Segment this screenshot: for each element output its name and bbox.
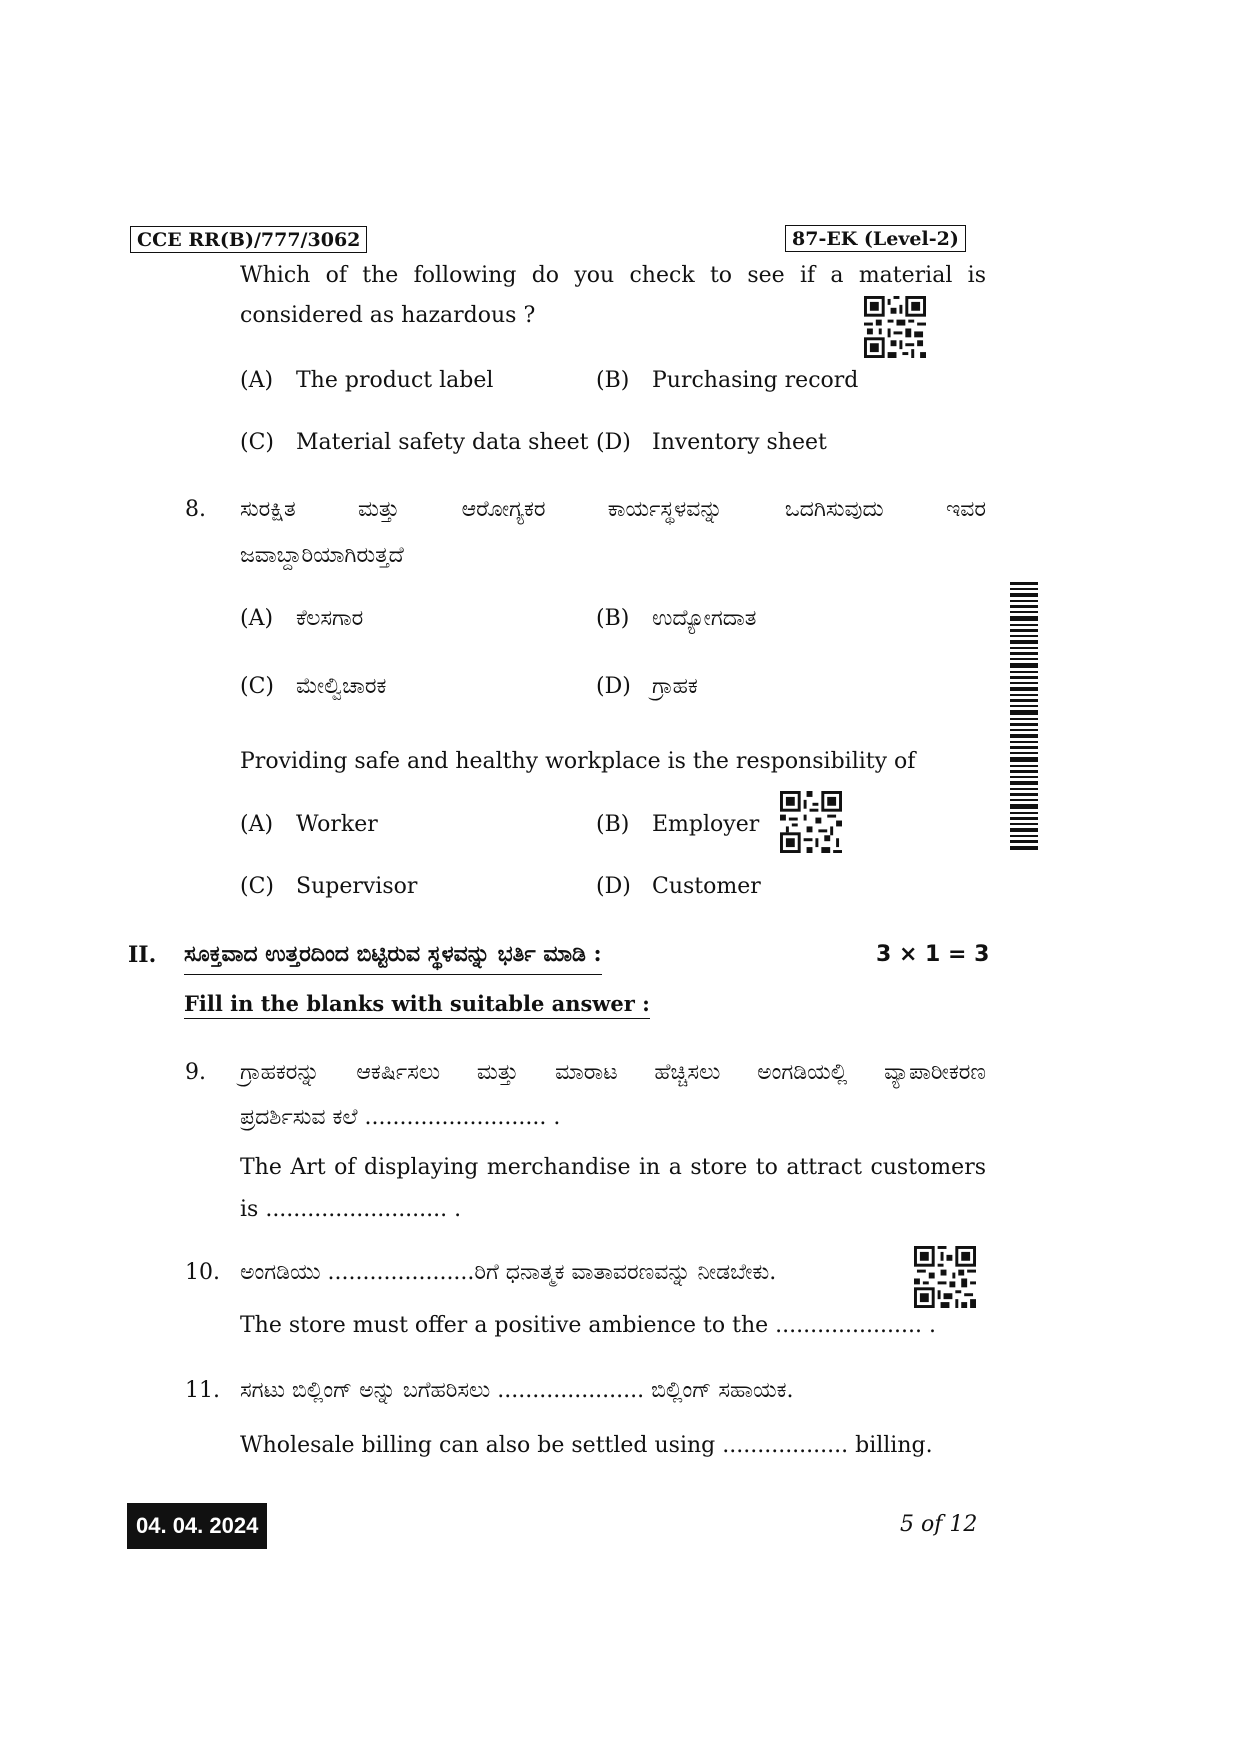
q8-text-en: Providing safe and healthy workplace is the responsibility of [240,749,916,774]
q7-option-b-label: (B) [596,368,630,393]
q9-number: 9. [185,1060,206,1085]
section-heading-en: Fill in the blanks with suitable answer : [184,990,650,1019]
section-numeral: II. [128,942,157,968]
q7-option-c-text: Material safety data sheet [296,430,589,455]
q11-kn-text: ಸಗಟು ಬಿಲ್ಲಿಂಗ್ ಅನ್ನು ಬಗೆಹರಿಸಲು ..................... ಬಿಲ್ಲಿಂಗ್ ಸಹಾಯಕ. [240,1378,794,1403]
q7-option-d-text: Inventory sheet [652,430,827,455]
q8-kn-line2: ಜವಾಬ್ದಾರಿಯಾಗಿರುತ್ತದೆ [240,543,404,568]
q8-kn-line1: ಸುರಕ್ಷಿತ ಮತ್ತು ಆರೋಗ್ಯಕರ ಕಾರ್ಯಸ್ಥಳವನ್ನು ಒದಗಿಸುವುದು ಇವರ [240,497,986,522]
qr-code-icon [780,791,842,853]
q7-text-line2: considered as hazardous ? [240,303,536,328]
q8-kn-option-b-text: ಉದ್ಯೋಗದಾತ [652,606,757,631]
q8-en-option-a-label: (A) [240,812,274,837]
q9-kn-line1: ಗ್ರಾಹಕರನ್ನು ಆಕರ್ಷಿಸಲು ಮತ್ತು ಮಾರಾಟ ಹೆಚ್ಚಿಸಲು ಅಂಗಡಿಯಲ್ಲಿ ವ್ಯಾಪಾರೀಕರಣ [240,1060,986,1085]
exam-code-right: 87-EK (Level-2) [785,225,966,252]
q8-kn-option-b-label: (B) [596,606,630,631]
q7-text-line1: Which of the following do you check to see if a material is [240,263,986,288]
q9-en-line1: The Art of displaying merchandise in a store to attract customers [240,1155,986,1180]
q10-en-text: The store must offer a positive ambience to the ..................... . [240,1313,936,1338]
q7-option-a-label: (A) [240,368,274,393]
q11-en-text: Wholesale billing can also be settled using .................. billing. [240,1433,933,1458]
qr-code-icon [914,1246,976,1308]
q7-option-d-label: (D) [596,430,631,455]
q8-number: 8. [185,497,206,522]
q8-en-option-b-text: Employer [652,812,760,837]
q8-kn-option-a-label: (A) [240,606,274,631]
q10-kn-text: ಅಂಗಡಿಯು .....................ರಿಗೆ ಧನಾತ್ಮಕ ವಾತಾವರಣವನ್ನು ನೀಡಬೇಕು. [240,1260,777,1285]
q8-kn-option-d-label: (D) [596,674,631,699]
q9-en-line2: is .......................... . [240,1197,462,1222]
q8-en-option-d-label: (D) [596,874,631,899]
page-number: 5 of 12 [900,1512,978,1537]
q7-option-b-text: Purchasing record [652,368,859,393]
section-marks: 3 × 1 = 3 [876,942,990,967]
q8-kn-option-c-label: (C) [240,674,274,699]
q8-kn-option-c-text: ಮೇಲ್ವಿಚಾರಕ [296,674,387,699]
q9-kn-line2: ಪ್ರದರ್ಶಿಸುವ ಕಲೆ .......................... . [240,1105,561,1130]
q8-en-option-a-text: Worker [296,812,378,837]
section-heading-kn: ಸೂಕ್ತವಾದ ಉತ್ತರದಿಂದ ಬಿಟ್ಟಿರುವ ಸ್ಥಳವನ್ನು ಭರ್ತಿ ಮಾಡಿ : [184,938,602,975]
q8-en-option-c-text: Supervisor [296,874,418,899]
q10-number: 10. [185,1260,220,1285]
exam-code-left: CCE RR(B)/777/3062 [130,226,367,253]
q8-en-option-c-label: (C) [240,874,274,899]
exam-date: 04. 04. 2024 [127,1503,267,1549]
qr-code-icon [864,296,926,358]
q8-en-option-b-label: (B) [596,812,630,837]
q7-option-a-text: The product label [296,368,494,393]
q11-number: 11. [185,1378,220,1403]
barcode-icon [1010,582,1038,850]
q8-en-option-d-text: Customer [652,874,761,899]
q8-kn-option-a-text: ಕೆಲಸಗಾರ [296,606,364,631]
q7-option-c-label: (C) [240,430,274,455]
q8-kn-option-d-text: ಗ್ರಾಹಕ [652,674,698,699]
